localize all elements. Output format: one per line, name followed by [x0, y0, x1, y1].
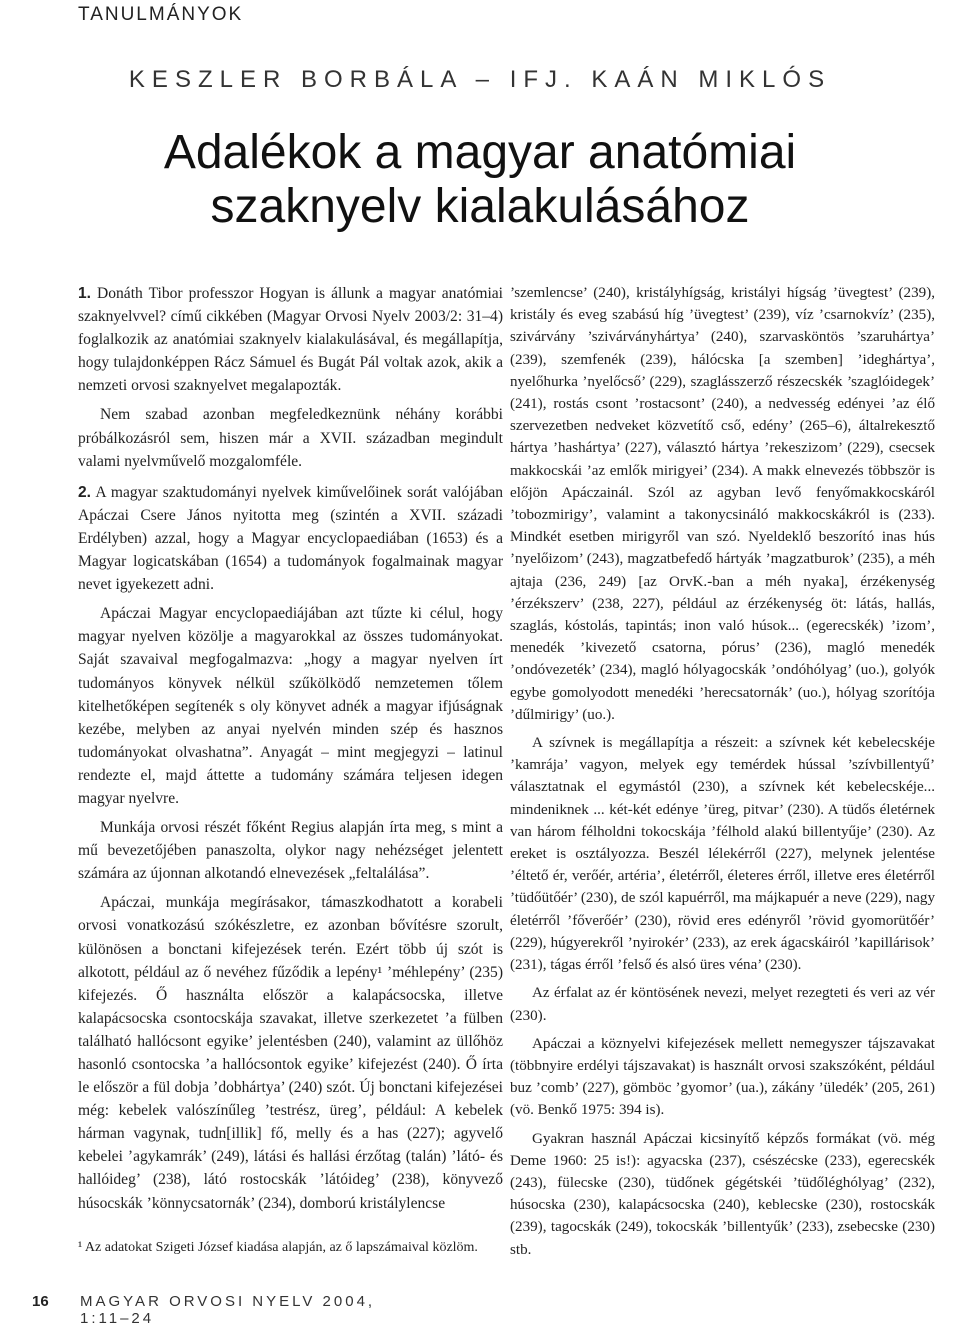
section-number: 2. — [78, 483, 91, 501]
title-line-1: Adalékok a magyar anatómiai — [163, 126, 797, 179]
paragraph: A szívnek is megállapítja a részeit: a szívnek két kebelecskéje ’kamrája’ vagyon, melyek egy temérdek hússal ’szívbillentyű’ választatnak el egymástól (230), a szívnek két kebelecskéje... mindeniknek ... két-két edénye ’üreg, pitvar’ (230). A tüdős életérnek van három félholdni tokocskája ’félhold alakú billentyűje’ (230). Az ereket is osztályozza. Beszél lélekérről (227), melynek jelentése ’éltető ér, verőér, artéria’, életérről, életeres érről, illetve eres életérről ’tüdőütőér’ (230), de szól kapuérről, ma májkapuér a neve (229), nagy életérről ’főverőér’ (230), rövid eres edényről ’rövid gyomorütőér’ (229), húgyerekről ’nyirokér’ (233), az erek ágacskáiról ’kapillárisok’ (231), tágas érről ’felső és alsó üres véna’ (230). — [510, 735, 935, 974]
paragraph: Nem szabad azonban megfeledkeznünk néhány korábbi próbálkozásról sem, hiszen már a XVII. században megindult valami nyelvművelő mozgalomféle. — [78, 406, 503, 470]
article-title — [0, 126, 960, 234]
paragraph: Az érfalat az ér köntösének nevezi, melyet rezegteti és veri az vér (230). — [510, 985, 935, 1024]
right-column — [510, 282, 935, 1267]
footnote: ¹ Az adatokat Szigeti József kiadása alapján, az ő lapszámaival közlöm. — [78, 1240, 478, 1255]
paragraph — [78, 282, 503, 397]
authors: KESZLER BORBÁLA – IFJ. KAÁN MIKLÓS — [128, 66, 832, 93]
section-label: TANULMÁNYOK — [78, 4, 244, 25]
paragraph: Apáczai Magyar encyclopaediájában azt tűzte ki célul, hogy magyar nyelven közölje a magyarokkal az összes tudományokat. Saját szavaival megfogalmazva: „hogy a magyar nyelven írt tudományos könyvek nélkül szűkölködő nemzetemen tőlem kitelhetőképen segítenék s oly könyvet adnék a magyar ifjúságnak kezébe, melyben az anyai nyelvén minden szép és hasznos tudományokat olvashatna”. Anyagát – mint megjegyzi – latinul rendezte el, majd áttette a tudomány számára teljesen idegen magyar nyelvre. — [78, 605, 503, 807]
paragraph: Apáczai, munkája megírásakor, támaszkodhatott a korabeli orvosi vonatkozású szókészletre, ez azonban bővítésre szorult, különösen a bonctani kifejezések terén. Ezért több új szót is alkotott, például az ő nevéhez fűződik a lepény¹ ’méhlepény’ (235) kifejezés. Ő használta először a kalapácsocska, illetve kalapácsocska csontocskája szavakat, illetve szerkezetet ’a fülben található hallócsont egyike’ jelentésben (240), valamint az üllőhöz hasonló csontocska ’a hallócsontok egyike’ kifejezést (240). Ő írta le először a fül dobja ’dobhártya’ (240) szót. Új bonctani kifejezései még: kebelek valószínűleg ’testrész, üreg’, például: A kebelek hárman vagynak, tudn[illik] fő, melly és a has (227); agyvelő kebelei ’agykamrák’ (249), látási és hallási érzőtag (talán) ’látó- és hallóideg’ (238), látó rostocskák ’látóideg’ (238), könyvező húsocskák ’könnycsatornák’ (234), domború kristálylencse — [78, 894, 503, 1212]
paragraph-text: A magyar szaktudományi nyelvek kiművelőinek sorát valójában Apáczai Csere János nyitotta meg (szintén a XVII. századi Erdélyben) azzal, hogy a Magyar encyclopaediában (1653) és a Magyar logicatskában (1654) a tudományok fogalmainak magyar nevet igyekezett adni. — [78, 483, 503, 594]
left-column — [78, 282, 503, 1221]
paragraph: ’szemlencse’ (240), kristályhígság, kristályi hígság ’üvegtest’ (239), kristály és eveg szabású híg ’üvegtest’ (239), víz ’csarnokvíz’ (235), szivárvány ’szivárványhártya’ (240), szarvasköntös ’szaruhártya’ (239), szemfenék (239), hálócska [a szemben] ’ideghártya’, nyelőhurka ’nyelőcső’ (229), szaglásszerző részecskék ’szaglóidegek’ (241), rostás csont ’rostacsont’ (240), a nedvesség edényei ’az élő szervezetben nedveket közvetítő cső, edény’ (265–6), általrekesztő hártya ’hashártya’ (227), választó hártya ’rekeszizom’ (229), csecsek makkocskái ’az emlők mirigyei’ (234). A makk elnevezés többször is előjön Apáczainál. Szól az agyban levő fenyőmakkocskáról ’tobozmirigy’, valamint a takonycsináló makkocskákról is (233). Mindkét esetben mirigyről van szó. Nyeldeklő beszorító inas hús ’nyelőizom’ (243), magzatbefedő hártyák ’magzatburok’ (235), a méh ajtaja (236, 249) [az OrvK.-ban a méh nyaka], érzékenység ’érzékszerv’ (238, 227), például az érzékenység öt: látás, hallás, szaglás, kóstolás, tapintás; inon való húsok... (egerecskék) ’izom’, menedék ’kivezető csatorna, pórus’ (236), magló menedék ’ondóvezeték’ (234), magló hólyagocskák ’ondóhólyag’ (uo.), golyók egybe gomolyodott menedéki ’herecsatornák’ (uo.), hólyag szorítója ’dűlmirigy’ (uo.). — [510, 285, 935, 723]
section-number: 1. — [78, 285, 91, 302]
paragraph: Munkája orvosi részét főként Regius alapján írta meg, s mint a mű bevezetőjében panaszolta, olykor nagy nehézséget jelentett számára az újonnan alkotandó elnevezések „feltalálása”. — [78, 819, 503, 883]
page-number: 16 — [32, 1293, 49, 1310]
page-footer — [0, 1281, 420, 1327]
journal-citation: MAGYAR ORVOSI NYELV 2004, 1:11–24 — [80, 1293, 376, 1327]
paragraph — [78, 481, 503, 596]
paragraph-text: Donáth Tibor professzor Hogyan is állunk a magyar anatómiai szaknyelvvel? című cikkében (Magyar Orvosi Nyelv 2003/2: 31–4) foglalkozik az anatómiai szaknyelv kialakulásával, és megállapítja, hogy tulajdonképpen Rácz Sámuel és Bugát Pál voltak azok, akik a nemzeti orvosi szaknyelvet megalapozták. — [78, 285, 503, 395]
title-line-2: szaknyelv kialakulásához — [210, 180, 750, 233]
paragraph: Apáczai a köznyelvi kifejezések mellett nemegyszer tájszavakat (többnyire erdélyi tájszavakat) is használt orvosi szakszóként, például buz ’comb’ (227), gömböc ’gyomor’ (ua.), zákány ’üledék’ (205, 261) (vö. Benkő 1975: 394 is). — [510, 1035, 935, 1119]
paragraph: Gyakran használ Apáczai kicsinyítő képzős formákat (vö. még Deme 1960: 25 is!): agyacska (237), csészécske (233), egerecskék (243), fülecske (230), tüdőnek gégétskéi ’tüdőléghólyag’ (232), húsocska (230), kalapácsocska (240), keblecske (230), rostocskák (239), tagocskák (249), tokocskák ’billentyűk’ (233), zsebecske (230) stb. — [510, 1130, 935, 1258]
